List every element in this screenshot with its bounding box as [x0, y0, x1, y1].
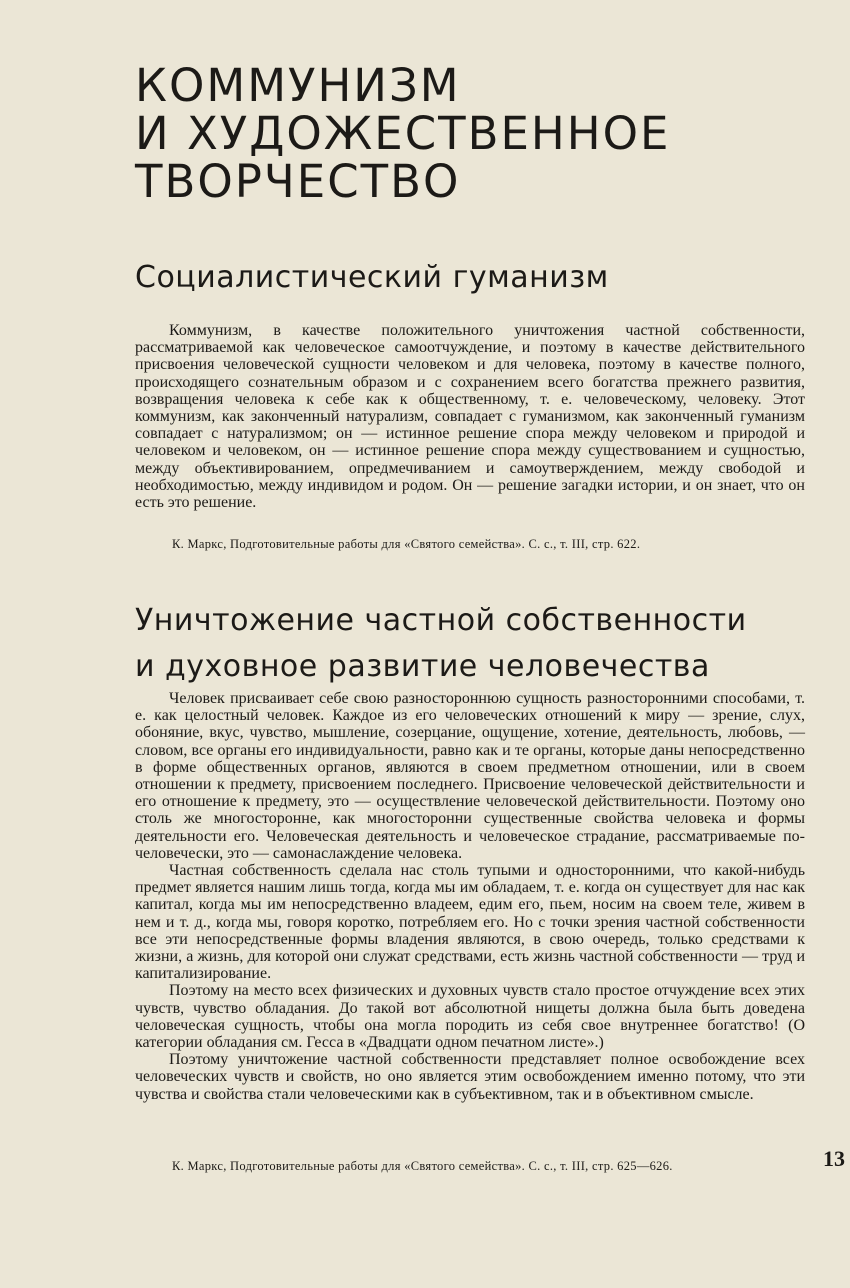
- body-paragraph: Коммунизм, в качестве положительного уничтожения частной собственности, рассматриваемой как человеческое самоотчуждение, и поэтому в качестве действительного присвоения человеческой сущности человеком и для человека, поэтому в качестве полного, происходящего сознательным образом и с сохранением всего богатства прежнего развития, возвращения человека к себе как к общественному, т. е. человеческому, человеку. Этот коммунизм, как законченный натурализм, совпадает с гуманизмом, как законченный гуманизм совпадает с натурализмом; он — истинное решение спора между человеком и природой и человеком и человеком, он — истинное решение спора между существованием и сущностью, между объективированием, опредмечиванием и самоутверждением, между свободой и необходимостью, между индивидом и родом. Он — решение загадки истории, и он знает, что он есть это решение.: [135, 322, 805, 512]
- section-1-body: [135, 322, 805, 511]
- section-heading-socialist-humanism: Социалистический гуманизм: [135, 260, 609, 295]
- page-number: 13: [823, 1146, 845, 1171]
- citation-1: К. Маркс, Подготовительные работы для «Святого семейства». С. с., т. III, стр. 622.: [172, 537, 641, 551]
- page-title-line-3: ТВОРЧЕСТВО: [135, 155, 461, 208]
- citation-2: К. Маркс, Подготовительные работы для «Святого семейства». С. с., т. III, стр. 625—626.: [172, 1159, 673, 1173]
- page-title-line-2: И ХУДОЖЕСТВЕННОЕ: [135, 107, 671, 160]
- page-title-line-1: КОММУНИЗМ: [135, 59, 461, 112]
- section-heading-private-property: [135, 598, 747, 690]
- section-heading-line-2: и духовное развитие человечества: [135, 649, 710, 684]
- section-2-body: [135, 690, 805, 1103]
- body-paragraph: Поэтому уничтожение частной собственности представляет полное освобождение всех человеческих чувств и свойств, но оно является этим освобождением именно потому, что эти чувства и свойства стали человеческими как в субъективном, так и в объективном смысле.: [135, 1051, 805, 1103]
- page-title: [135, 59, 775, 208]
- body-paragraph: Частная собственность сделала нас столь тупыми и односторонними, что какой-нибудь предмет является нашим лишь тогда, когда мы им обладаем, т. е. когда он существует для нас как капитал, когда мы им непосредственно владеем, едим его, пьем, носим на своем теле, живем в нем и т. д., когда мы, говоря коротко, потребляем его. Но с точки зрения частной собственности все эти непосредственные формы владения являются, в свою очередь, только средствами к жизни, а жизнь, для которой они служат средствами, есть жизнь частной собственности — труд и капитализирование.: [135, 862, 805, 983]
- body-paragraph: Поэтому на место всех физических и духовных чувств стало простое отчуждение всех этих чувств, чувство обладания. До такой вот абсолютной нищеты должна была быть доведена человеческая сущность, чтобы она могла породить из себя свое внутреннее богатство! (О категории обладания см. Гесса в «Двадцати одном печатном листе».): [135, 982, 805, 1052]
- section-heading-line-1: Уничтожение частной собственности: [135, 603, 747, 638]
- body-paragraph: Человек присваивает себе свою разностороннюю сущность разносторонними способами, т. е. как целостный человек. Каждое из его человеческих отношений к миру — зрение, слух, обоняние, вкус, чувство, мышление, созерцание, ощущение, хотение, деятельность, любовь, — словом, все органы его индивидуальности, равно как и те органы, которые даны непосредственно в форме общественных органов, являются в своем предметном отношении, или в своем отношении к предмету, присвоением последнего. Присвоение человеческой действительности и его отношение к предмету, это — осуществление человеческой действительности. Поэтому оно столь же многосторонне, как многосторонни существенные свойства человека и формы деятельности его. Человеческая деятельность и человеческое страдание, рассматриваемые по-человечески, это — самонаслаждение человека.: [135, 690, 805, 862]
